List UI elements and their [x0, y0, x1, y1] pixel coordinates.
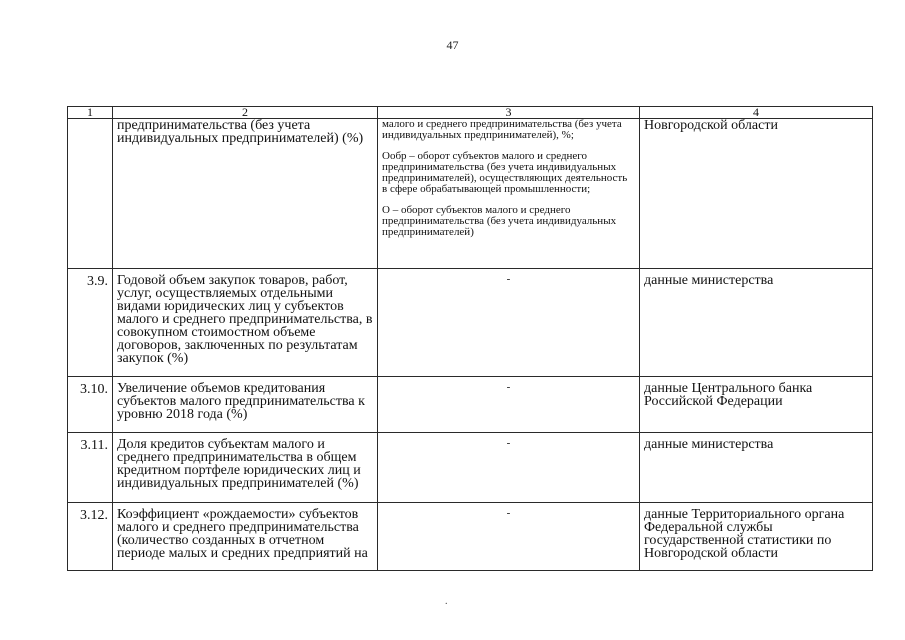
source-cell: Новгородской области	[640, 119, 873, 269]
column-header-3: 3	[378, 107, 640, 119]
indicator-cell: Коэффициент «рождаемости» субъектов малого и среднего предпринимательства (количество созданных в отчетном периоде малых и средних предприятий на	[113, 503, 378, 571]
formula-cell	[378, 119, 640, 269]
indicator-cell: предпринимательства (без учета индивидуальных предпринимателей) (%)	[113, 119, 378, 269]
row-number: 3.11.	[68, 433, 113, 503]
formula-cell: -	[378, 433, 640, 503]
formula-paragraph: О – оборот субъектов малого и среднего предпринимательства (без учета индивидуальных предпринимателей)	[382, 204, 617, 238]
column-header-4: 4	[640, 107, 873, 119]
formula-cell: -	[378, 377, 640, 433]
row-number: 3.9.	[68, 269, 113, 377]
source-cell: данные Центрального банка Российской Федерации	[640, 377, 873, 433]
formula-paragraph: Ообр – оборот субъектов малого и среднего предпринимательства (без учета индивидуальных предпринимателей), осуществляющих деятельность в сфере обрабатывающей промышленности;	[382, 150, 628, 195]
footer-mark: .	[445, 596, 448, 607]
row-number: 3.12.	[68, 503, 113, 571]
source-cell: данные министерства	[640, 269, 873, 377]
column-header-row	[68, 107, 873, 119]
formula-cell: -	[378, 269, 640, 377]
column-header-2: 2	[113, 107, 378, 119]
row-number-cell	[68, 119, 113, 269]
table-row	[68, 503, 873, 571]
row-number: 3.10.	[68, 377, 113, 433]
table-row	[68, 433, 873, 503]
formula-paragraph: малого и среднего предпринимательства (без учета индивидуальных предпринимателей), %;	[382, 118, 622, 141]
page-number: 47	[446, 38, 459, 52]
column-header-1: 1	[68, 107, 113, 119]
indicator-cell: Годовой объем закупок товаров, работ, услуг, осуществляемых отдельными видами юридических лиц у субъектов малого и среднего предпринимательства, в совокупном стоимостном объеме договоров, заключенных по результатам закупок (%)	[113, 269, 378, 377]
table-row	[68, 377, 873, 433]
indicator-cell: Доля кредитов субъектам малого и среднего предпринимательства в общем кредитном портфеле юридических лиц и индивидуальных предпринимателей (%)	[113, 433, 378, 503]
indicator-cell: Увеличение объемов кредитования субъектов малого предпринимательства к уровню 2018 года (%)	[113, 377, 378, 433]
table-row-continuation	[68, 119, 873, 269]
table-row	[68, 269, 873, 377]
source-cell: данные Территориального органа Федеральной службы государственной статистики по Новгородской области	[640, 503, 873, 571]
source-cell: данные министерства	[640, 433, 873, 503]
formula-cell: -	[378, 503, 640, 571]
indicators-table	[67, 106, 872, 571]
